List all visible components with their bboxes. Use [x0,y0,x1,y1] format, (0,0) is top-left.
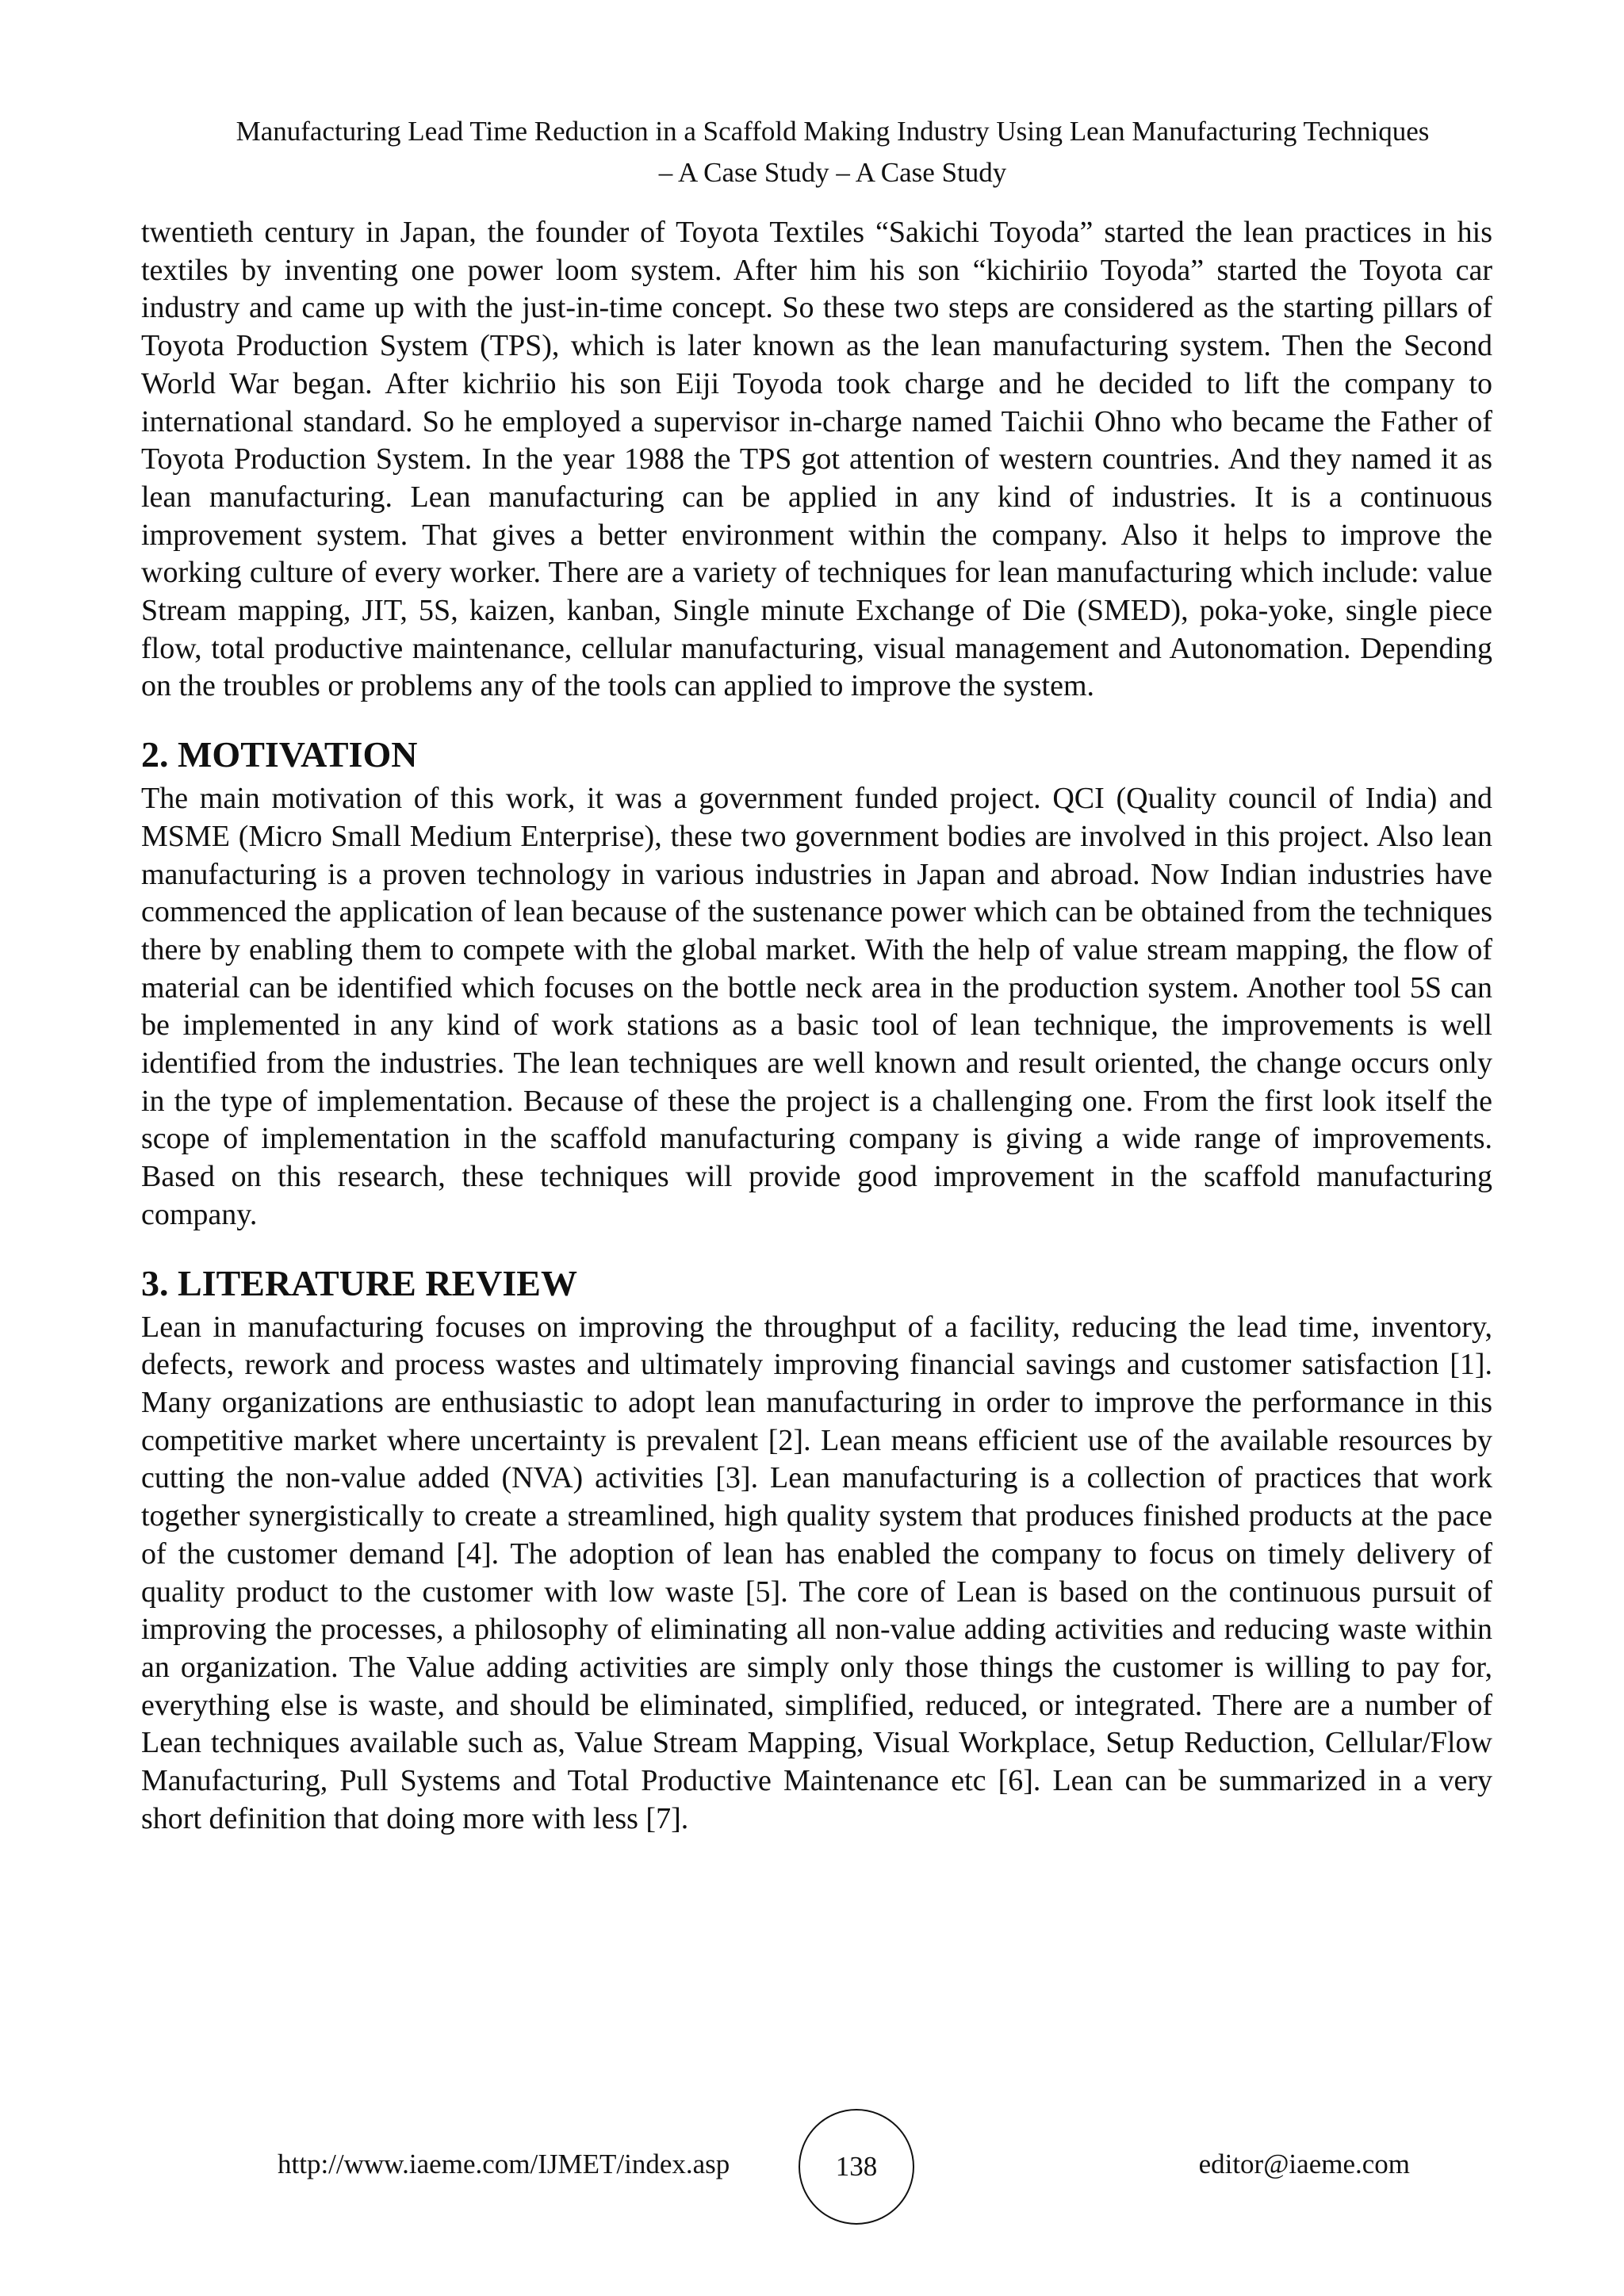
document-body [141,214,1492,1838]
footer-url-link[interactable]: http://www.iaeme.com/IJMET/index.asp [278,2149,730,2179]
running-header-line-2: – A Case Study – A Case Study [658,157,1007,188]
footer-email-link[interactable]: editor@iaeme.com [1198,2149,1410,2179]
section-heading-literature-review: 3. LITERATURE REVIEW [141,1262,577,1303]
motivation-paragraph: The main motivation of this work, it was a government funded project. QCI (Quality council of India) and MSME (Micro Small Medium Enterprise), these two government bodies are involved in this project. Also lean manufacturing is a proven technology in various industries in Japan and abroad. Now Indian industries have commenced the application of lean because of the sustenance power which can be obtained from the techniques there by enabling them to compete with the global market. With the help of value stream mapping, the flow of material can be identified which focuses on the bottle neck area in the production system. Another tool 5S can be implemented in any kind of work stations as a basic tool of lean technique, the improvements is well identified from the industries. The lean techniques are well known and result oriented, the change occurs only in the type of implementation. Because of these the project is a challenging one. From the first look itself the scope of implementation in the scaffold manufacturing company is giving a wide range of improvements. Based on this research, these techniques will provide good improvement in the scaffold manufacturing company. [141,782,1492,1231]
running-header-line-1: Manufacturing Lead Time Reduction in a Scaffold Making Industry Using Lean Manufacturing Techniques [236,116,1430,147]
running-header [143,111,1522,193]
section-heading-motivation: 2. MOTIVATION [141,734,418,775]
page-number: 138 [835,2151,878,2182]
page-footer [0,2109,1624,2228]
intro-paragraph: twentieth century in Japan, the founder of Toyota Textiles “Sakichi Toyoda” started the lean practices in his textiles by inventing one power loom system. After him his son “kichiriio Toyoda” started the Toyota car industry and came up with the just-in-time concept. So these two steps are considered as the starting pillars of Toyota Production System (TPS), which is later known as the lean manufacturing system. Then the Second World War began. After kichriio his son Eiji Toyoda took charge and he decided to lift the company to international standard. So he employed a supervisor in-charge named Taichii Ohno who became the Father of Toyota Production System. In the year 1988 the TPS got attention of western countries. And they named it as lean manufacturing. Lean manufacturing can be applied in any kind of industries. It is a continuous improvement system. That gives a better environment within the company. Also it helps to improve the working culture of every worker. There are a variety of techniques for lean manufacturing which include: value Stream mapping, JIT, 5S, kaizen, kanban, Single minute Exchange of Die (SMED), poka-yoke, single piece flow, total productive maintenance, cellular manufacturing, visual management and Autonomation. Depending on the troubles or problems any of the tools can applied to improve the system. [141,216,1492,703]
literature-review-paragraph: Lean in manufacturing focuses on improving the throughput of a facility, reducing the lead time, inventory, defects, rework and process wastes and ultimately improving financial savings and customer satisfaction [1]. Many organizations are enthusiastic to adopt lean manufacturing in order to improve the performance in this competitive market where uncertainty is prevalent [2]. Lean means efficient use of the available resources by cutting the non-value added (NVA) activities [3]. Lean manufacturing is a collection of practices that work together synergistically to create a streamlined, high quality system that produces finished products at the pace of the customer demand [4]. The adoption of lean has enabled the company to focus on timely delivery of quality product to the customer with low waste [5]. The core of Lean is based on the continuous pursuit of improving the processes, a philosophy of eliminating all non-value adding activities and reducing waste within an organization. The Value adding activities are simply only those things the customer is willing to pay for, everything else is waste, and should be eliminated, simplified, reduced, or integrated. There are a number of Lean techniques available such as, Value Stream Mapping, Visual Workplace, Setup Reduction, Cellular/Flow Manufacturing, Pull Systems and Total Productive Maintenance etc [6]. Lean can be summarized in a very short definition that doing more with less [7]. [141,1310,1492,1835]
page-number-badge [799,2109,914,2225]
